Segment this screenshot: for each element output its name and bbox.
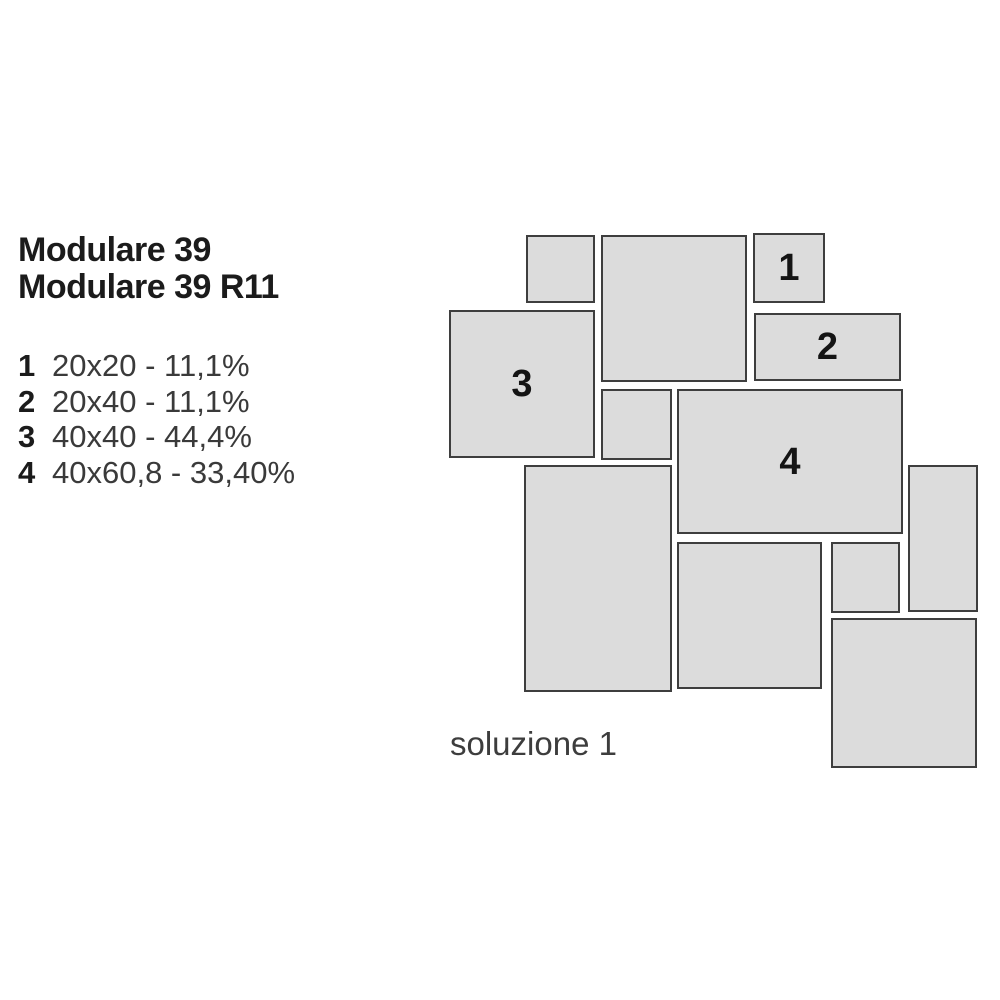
tile-20x20-5: [601, 389, 672, 460]
legend-item-text: 40x40 - 44,4%: [52, 419, 252, 454]
tile-40x60-8-8: [524, 465, 672, 692]
tile-label: 2: [816, 326, 839, 368]
legend-item-text: 20x20 - 11,1%: [52, 348, 250, 383]
legend-item-number: 1: [18, 348, 36, 383]
tile-label: 1: [778, 247, 800, 289]
tile-20x40-7: [908, 465, 978, 612]
tile-40x40-1: [601, 235, 747, 382]
legend-item-number: 3: [18, 419, 36, 454]
legend-item-text: 20x40 - 11,1%: [52, 383, 250, 419]
legend-item-number: 2: [18, 383, 36, 419]
diagram-caption: soluzione 1: [450, 725, 617, 762]
tile-2-20x40: [754, 313, 901, 381]
tile-20x20-10: [831, 542, 900, 613]
legend-item-number: 4: [18, 454, 36, 490]
product-title-line1: Modulare 39: [18, 231, 211, 269]
tile-label: 3: [511, 363, 533, 405]
legend-item-text: 40x60,8 - 33,40%: [52, 454, 296, 490]
tile-20x20-0: [526, 235, 595, 303]
tile-40x40-11: [831, 618, 977, 768]
product-title-line2: Modulare 39 R11: [18, 268, 279, 306]
tile-4-40x60-8: [677, 389, 903, 534]
tile-3-40x40: [449, 310, 595, 458]
tile-40x40-9: [677, 542, 822, 689]
tile-label: 4: [779, 440, 801, 483]
tile-1-20x20: [753, 233, 825, 303]
